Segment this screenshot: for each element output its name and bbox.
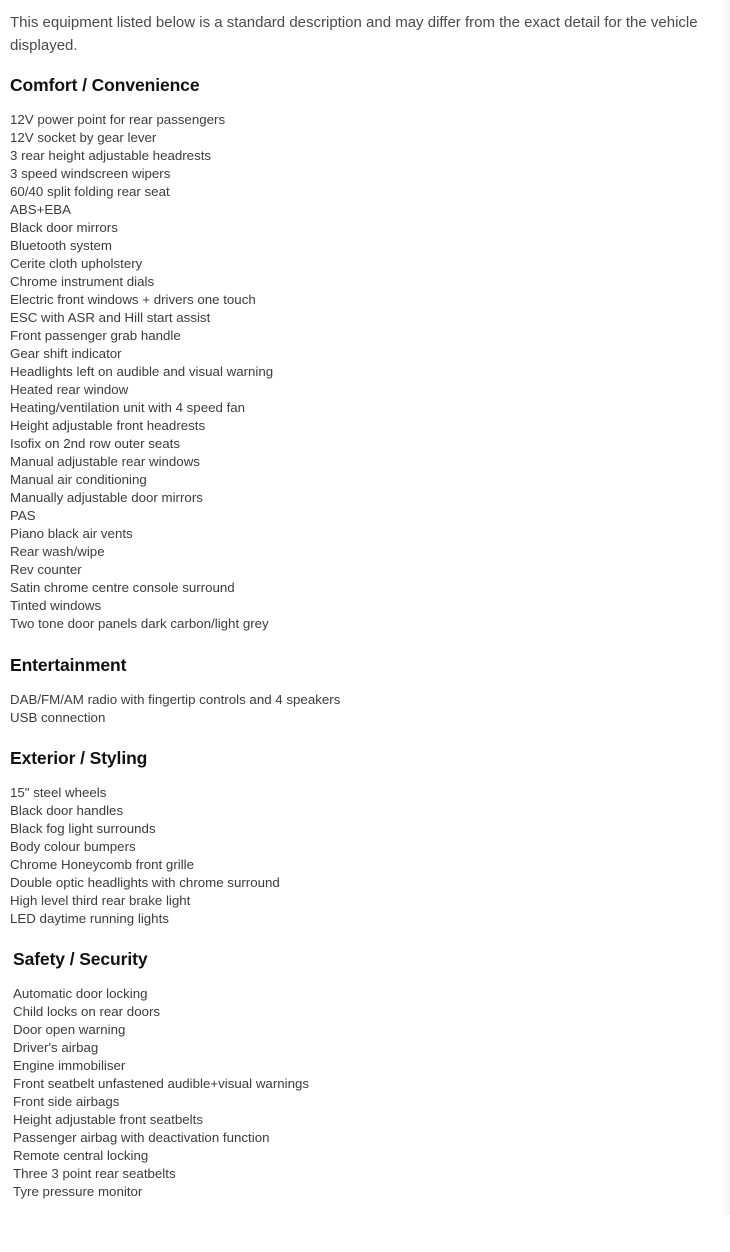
section-heading: Safety / Security	[13, 949, 148, 969]
equipment-disclaimer: This equipment listed below is a standard description and may differ from the exact detail for the vehicle displayed.	[10, 14, 698, 54]
section-comfort-convenience	[10, 73, 273, 633]
section-safety-security	[13, 947, 309, 1201]
equipment-item: Satin chrome centre console surround	[10, 580, 235, 595]
equipment-item: 12V socket by gear lever	[10, 130, 157, 145]
section-heading: Entertainment	[10, 655, 127, 675]
page-edge-shadow	[722, 0, 730, 1215]
equipment-item: Remote central locking	[13, 1148, 149, 1163]
equipment-item: Black door mirrors	[10, 220, 118, 235]
equipment-item: LED daytime running lights	[10, 911, 169, 926]
section-heading: Comfort / Convenience	[10, 75, 200, 95]
equipment-item: Manual adjustable rear windows	[10, 454, 200, 469]
equipment-item: DAB/FM/AM radio with fingertip controls and 4 speakers	[10, 692, 341, 707]
equipment-item: Manually adjustable door mirrors	[10, 490, 203, 505]
equipment-item: Chrome Honeycomb front grille	[10, 857, 195, 872]
section-entertainment	[10, 653, 340, 727]
equipment-item: Body colour bumpers	[10, 839, 136, 854]
equipment-item: 15" steel wheels	[10, 785, 107, 800]
equipment-item: 12V power point for rear passengers	[10, 112, 226, 127]
equipment-item: Tyre pressure monitor	[13, 1184, 143, 1199]
equipment-item: Rear wash/wipe	[10, 544, 105, 559]
equipment-item: Engine immobiliser	[13, 1058, 126, 1073]
equipment-item: Automatic door locking	[13, 986, 148, 1001]
equipment-item: Cerite cloth upholstery	[10, 256, 143, 271]
equipment-item: 3 rear height adjustable headrests	[10, 148, 212, 163]
equipment-item: ABS+EBA	[10, 202, 71, 217]
equipment-item: Rev counter	[10, 562, 82, 577]
equipment-list	[13, 985, 309, 1201]
equipment-item: Front side airbags	[13, 1094, 120, 1109]
equipment-item: Passenger airbag with deactivation function	[13, 1130, 270, 1145]
equipment-item: 3 speed windscreen wipers	[10, 166, 171, 181]
equipment-item: Child locks on rear doors	[13, 1004, 161, 1019]
equipment-item: Manual air conditioning	[10, 472, 147, 487]
equipment-item: Door open warning	[13, 1022, 126, 1037]
section-heading: Exterior / Styling	[10, 748, 148, 768]
equipment-item: Tinted windows	[10, 598, 102, 613]
equipment-item: Piano black air vents	[10, 526, 133, 541]
equipment-item: Heating/ventilation unit with 4 speed fan	[10, 400, 246, 415]
equipment-item: USB connection	[10, 710, 106, 725]
equipment-item: Height adjustable front headrests	[10, 418, 206, 433]
equipment-item: Three 3 point rear seatbelts	[13, 1166, 176, 1181]
equipment-item: High level third rear brake light	[10, 893, 191, 908]
equipment-list	[10, 784, 280, 928]
equipment-item: Chrome instrument dials	[10, 274, 155, 289]
equipment-item: Front passenger grab handle	[10, 328, 181, 343]
equipment-item: Two tone door panels dark carbon/light grey	[10, 616, 269, 631]
equipment-list	[10, 111, 273, 633]
equipment-item: Double optic headlights with chrome surround	[10, 875, 280, 890]
equipment-item: Black fog light surrounds	[10, 821, 156, 836]
equipment-item: Headlights left on audible and visual warning	[10, 364, 274, 379]
equipment-item: Driver's airbag	[13, 1040, 99, 1055]
equipment-item: Black door handles	[10, 803, 124, 818]
section-exterior-styling	[10, 746, 280, 928]
equipment-item: ESC with ASR and Hill start assist	[10, 310, 211, 325]
equipment-item: Gear shift indicator	[10, 346, 122, 361]
equipment-item: Heated rear window	[10, 382, 129, 397]
equipment-item: Isofix on 2nd row outer seats	[10, 436, 180, 451]
equipment-item: PAS	[10, 508, 36, 523]
equipment-item: Electric front windows + drivers one touch	[10, 292, 256, 307]
equipment-item: Front seatbelt unfastened audible+visual warnings	[13, 1076, 310, 1091]
equipment-item: 60/40 split folding rear seat	[10, 184, 170, 199]
equipment-list	[10, 691, 340, 727]
equipment-item: Height adjustable front seatbelts	[13, 1112, 203, 1127]
equipment-item: Bluetooth system	[10, 238, 112, 253]
